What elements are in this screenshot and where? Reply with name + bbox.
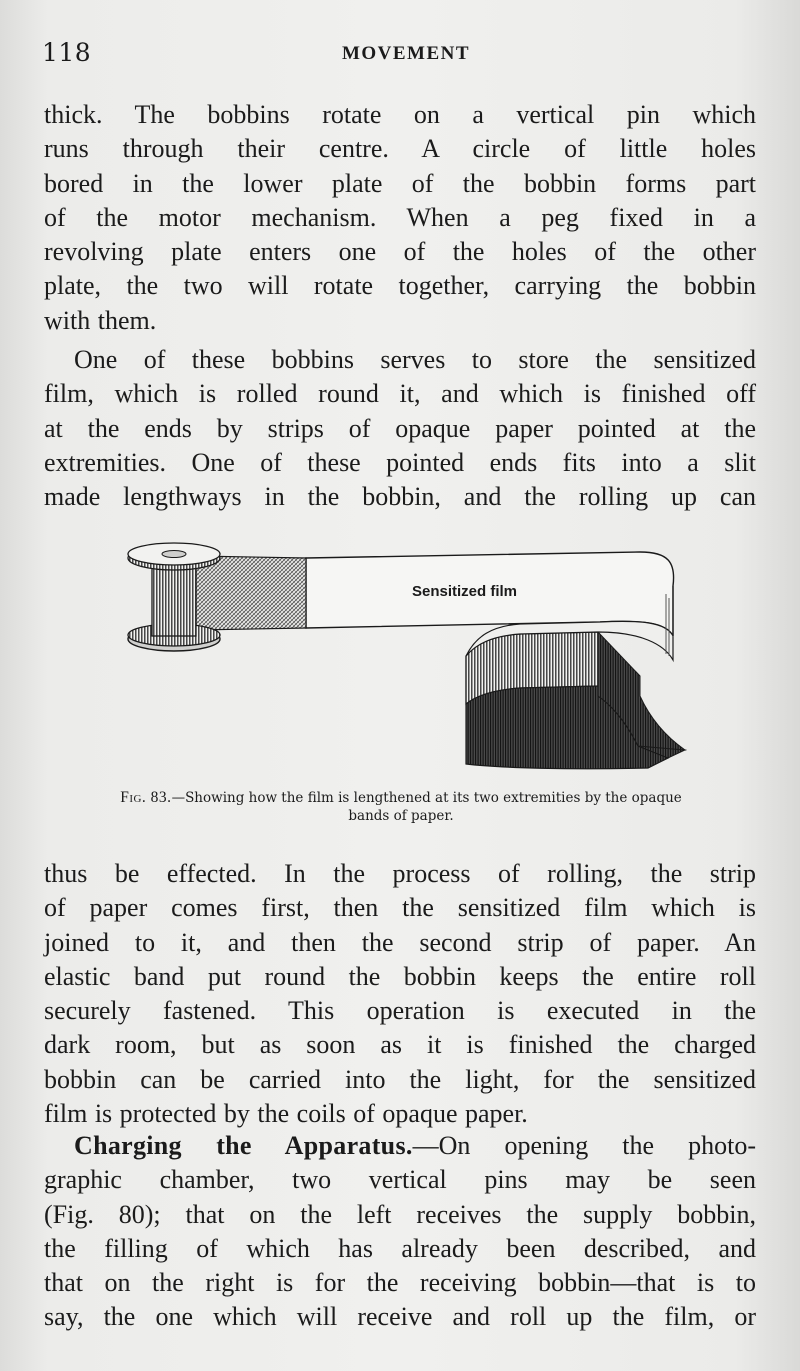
caption-text-2: bands of paper. bbox=[348, 808, 454, 824]
film-lower-band bbox=[466, 632, 685, 769]
text-line: the filling of which has already been described, and bbox=[44, 1233, 756, 1263]
film-bobbin-figure bbox=[120, 536, 700, 776]
page-header bbox=[42, 38, 760, 72]
text-line: runs through their centre. A circle of little holes bbox=[44, 134, 756, 164]
text-line: say, the one which will receive and roll up the film, or bbox=[44, 1302, 756, 1332]
text-fragment: —On opening the photo- bbox=[412, 1131, 756, 1160]
text-line: thick. The bobbins rotate on a vertical pin which bbox=[44, 100, 756, 129]
text-line: film is protected by the coils of opaque paper. bbox=[44, 1099, 528, 1129]
text-line: (Fig. 80); that on the left receives the supply bobbin, bbox=[44, 1199, 756, 1229]
page-number: 118 bbox=[42, 38, 92, 67]
text-line: extremities. One of these pointed ends fits into a slit bbox=[44, 447, 756, 477]
text-line: of the motor mechanism. When a peg fixed in a bbox=[44, 202, 756, 232]
text-line: that on the right is for the receiving bobbin—that is to bbox=[44, 1268, 756, 1298]
text-line: film, which is rolled round it, and which is finished off bbox=[44, 379, 756, 409]
text-line: with them. bbox=[44, 305, 157, 335]
paragraph-3 bbox=[44, 857, 756, 1131]
text-line: made lengthways in the bobbin, and the rolling up can bbox=[44, 482, 756, 512]
text-line: graphic chamber, two vertical pins may be seen bbox=[44, 1165, 756, 1195]
text-line: of paper comes first, then the sensitized film which is bbox=[44, 893, 756, 923]
figure-number: Fig. 83. bbox=[120, 789, 172, 806]
text-line bbox=[44, 1129, 756, 1163]
paragraph-2 bbox=[44, 343, 756, 514]
caption-text-1: —Showing how the film is lengthened at its two extremities by the opaque bbox=[171, 790, 682, 806]
running-head: MOVEMENT bbox=[341, 43, 471, 64]
text-line: at the ends by strips of opaque paper pointed at the bbox=[44, 413, 756, 443]
film-label: Sensitized film bbox=[412, 583, 518, 600]
text-line: bored in the lower plate of the bobbin forms part bbox=[44, 168, 756, 198]
text-line: bobbin can be carried into the light, for the sensitized bbox=[44, 1064, 756, 1094]
text-line: thus be effected. In the process of rolling, the strip bbox=[44, 859, 756, 888]
paragraph-4 bbox=[44, 1129, 756, 1335]
text-line: joined to it, and then the second strip of paper. An bbox=[44, 927, 756, 957]
figure-caption bbox=[46, 789, 756, 825]
paragraph-1 bbox=[44, 98, 756, 338]
text-line: elastic band put round the bobbin keeps the entire roll bbox=[44, 961, 756, 991]
text-line: plate, the two will rotate together, carrying the bobbin bbox=[44, 271, 756, 301]
text-line: revolving plate enters one of the holes of the other bbox=[44, 237, 756, 267]
text-line: dark room, but as soon as it is finished the charged bbox=[44, 1030, 756, 1060]
opaque-paper-strip bbox=[196, 556, 306, 630]
section-run-in-heading: Charging the Apparatus. bbox=[74, 1131, 413, 1160]
text-line: securely fastened. This operation is executed in the bbox=[44, 996, 756, 1026]
text-line: One of these bobbins serves to store the sensitized bbox=[74, 345, 756, 374]
